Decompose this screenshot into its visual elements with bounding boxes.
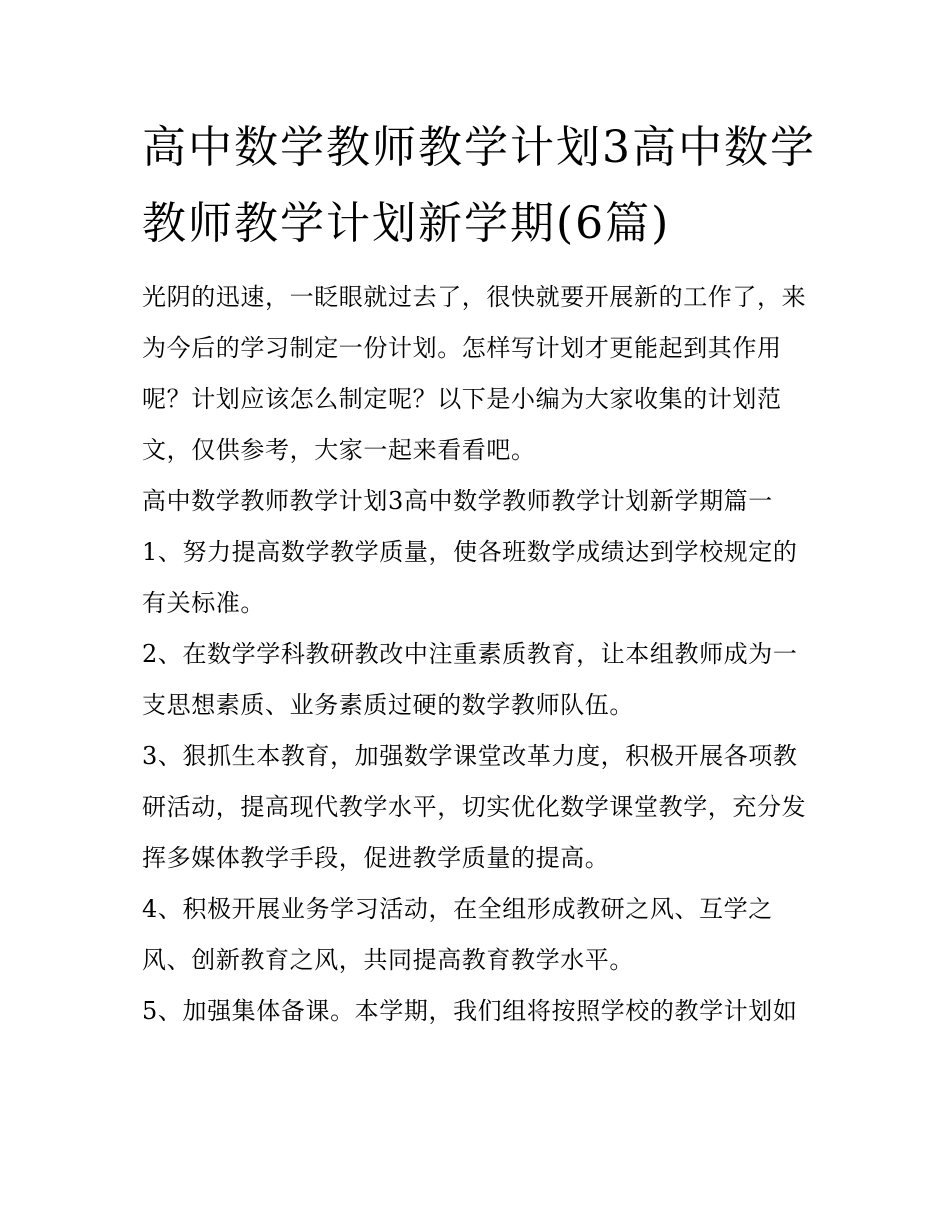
document-title: 高中数学教师教学计划3高中数学教师教学计划新学期(6篇) [142, 122, 816, 249]
list-item: 5、加强集体备课。本学期，我们组将按照学校的教学计划如 [142, 997, 798, 1025]
list-item: 3、狠抓生本教育，加强数学课堂改革力度，积极开展各项教研活动，提高现代教学水平，切实优化数学课堂教学，充分发挥多媒体教学手段，促进教学质量的提高。 [142, 742, 807, 872]
section-heading: 高中数学教师教学计划3高中数学教师教学计划新学期篇一 [142, 487, 773, 515]
document-page [142, 110, 822, 1037]
list-item: 4、积极开展业务学习活动，在全组形成教研之风、互学之风、创新教育之风，共同提高教育教学水平。 [142, 895, 773, 974]
list-item: 1、努力提高数学教学质量，使各班数学成绩达到学校规定的有关标准。 [142, 538, 798, 617]
list-item: 2、在数学学科教研教改中注重素质教育，让本组教师成为一支思想素质、业务素质过硬的数学教师队伍。 [142, 640, 798, 719]
intro-paragraph: 光阴的迅速，一眨眼就过去了，很快就要开展新的工作了，来为今后的学习制定一份计划。怎样写计划才更能起到其作用呢？计划应该怎么制定呢？以下是小编为大家收集的计划范文，仅供参考，大家一起来看看吧。 [142, 283, 807, 464]
